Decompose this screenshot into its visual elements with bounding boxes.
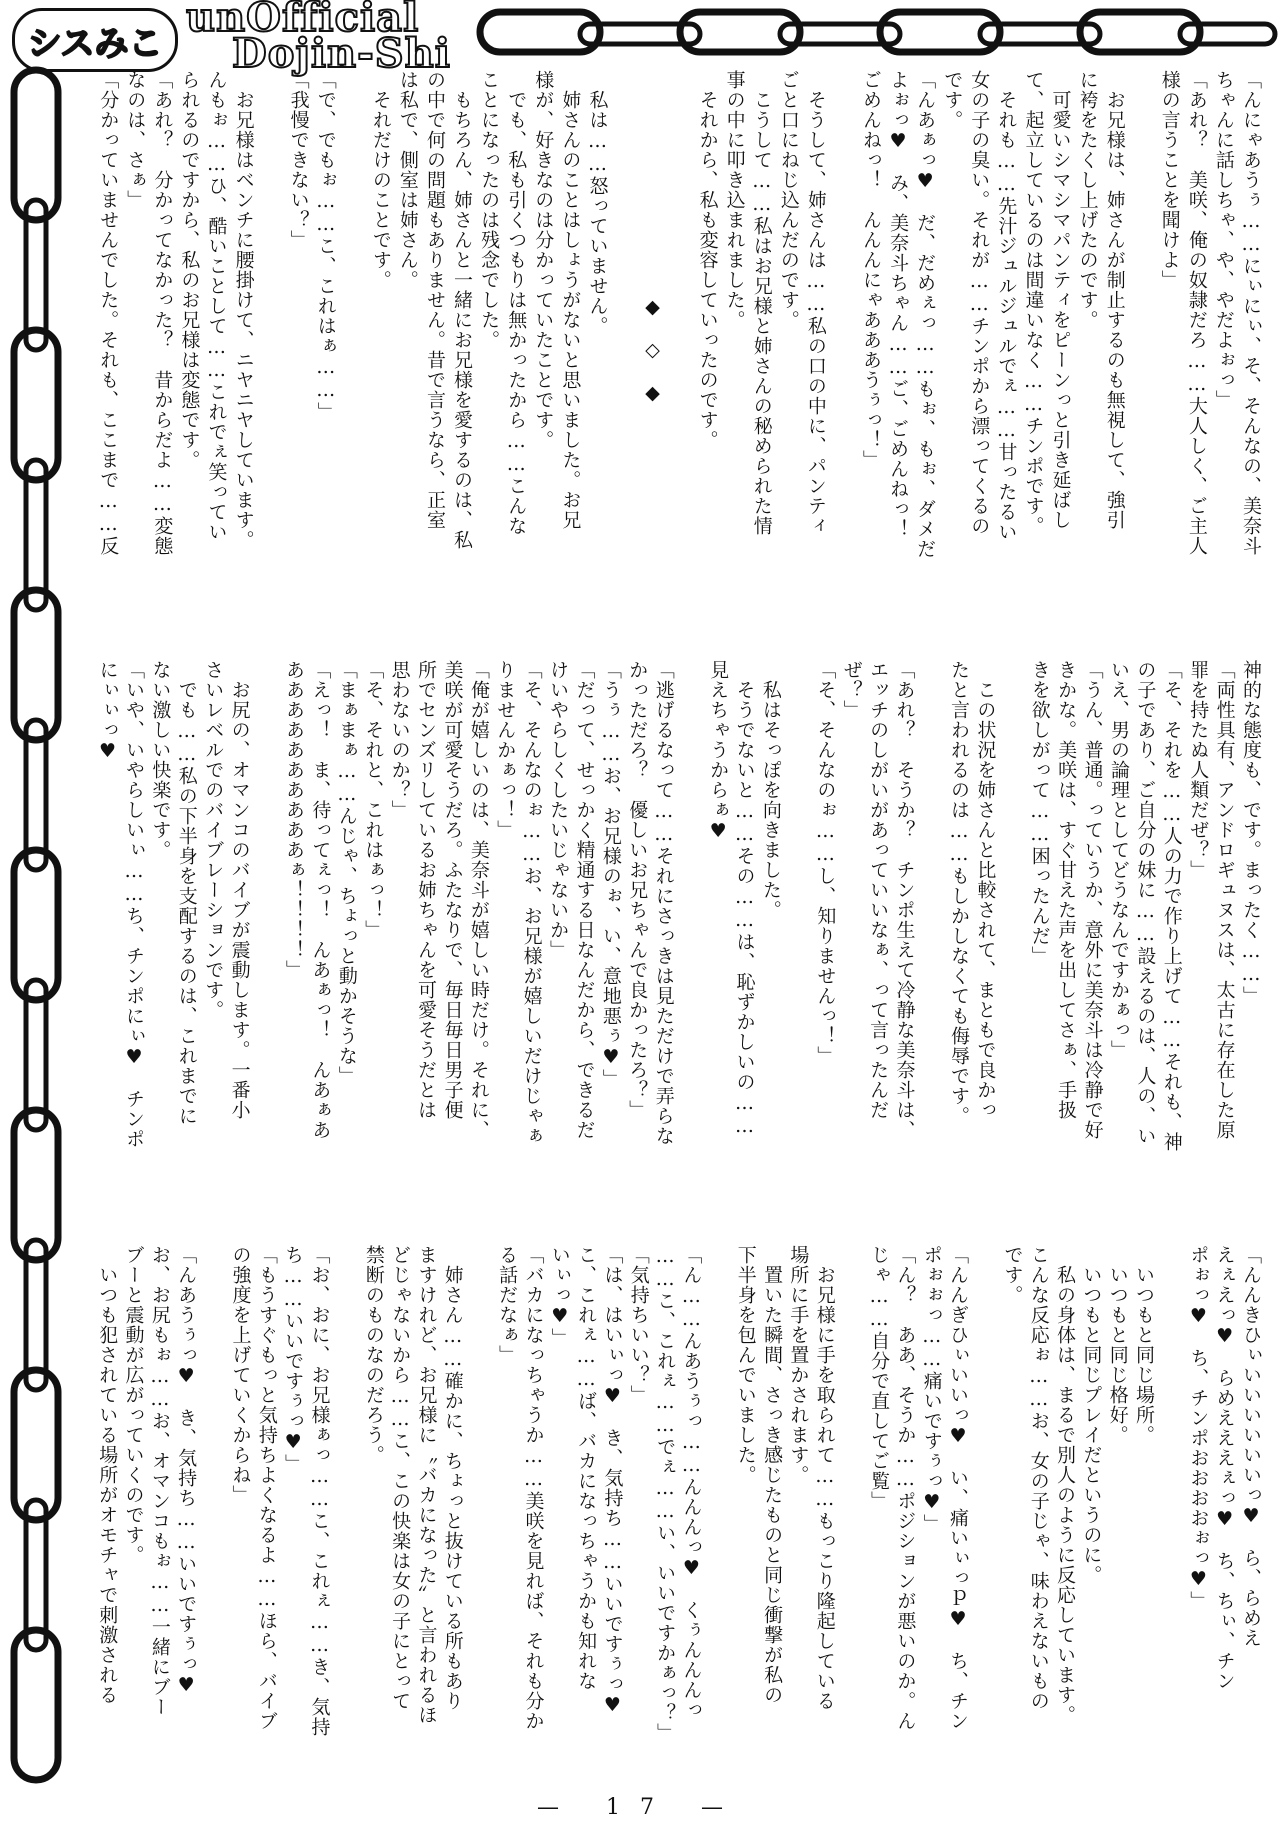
text-band-top: [95, 70, 1265, 630]
text-column: えぇえっ♥ らめえええぇっ♥ ち、ちぃ、チン: [1213, 1245, 1236, 1691]
text-column: 様が、好きなのは分かっていたことです。: [532, 70, 555, 450]
text-column: 思わないのか？」: [388, 660, 411, 820]
text-column: の中で何の問題もありません。昔で言うなら、正室: [423, 70, 446, 530]
text-column: ごと口にねじ込んだのです。: [777, 70, 800, 330]
text-column: お兄様に手を取られて……もっこり隆起している: [813, 1245, 836, 1711]
text-column: 「んにゃあうぅ……にぃにぃ、そ、そんなの、美奈斗: [1240, 70, 1262, 556]
text-column: 私はそっぽを向きました。: [759, 660, 782, 920]
text-column: 置いた瞬間、さっき感じたものと同じ衝撃が私の: [761, 1245, 784, 1705]
text-column: 姉さんのことはしょうがないと思いました。お兄: [559, 70, 582, 530]
text-column: る話だなぁ」: [496, 1245, 519, 1365]
series-logo: [0, 0, 500, 78]
text-column: たと言われるのは……もしかしなくても侮辱です。: [947, 660, 970, 1126]
text-column: にぃぃっ♥: [96, 660, 119, 763]
text-column: いえ、男の論理としてどうなんですかぁっ」: [1107, 660, 1130, 1060]
text-column: 「もうすぐもっと気持ちよくなるよ……ほら、バイブ: [255, 1245, 278, 1731]
text-column: それから、私も変容していったのです。: [696, 70, 719, 450]
page-number: — 17 —: [537, 1795, 743, 1820]
text-column: んもぉ……ひ、酷いことして……これでぇ笑ってい: [205, 70, 228, 542]
text-column: この状況を姉さんと比較されて、まともで良かっ: [974, 660, 997, 1120]
text-column: そうでないと……その……は、恥ずかしいの……: [733, 660, 756, 1138]
text-column: 「いや、いやらしいぃ……ち、チンポにぃ♥ チンポ: [122, 660, 145, 1149]
text-column: 「逃げるなって……それにさっきは見ただけで弄らな: [652, 660, 675, 1146]
text-column: いつもと同じプレイだというのに。: [1080, 1245, 1103, 1585]
text-column: ポぉっ♥ ち、チンポおおおおぉっ♥」: [1187, 1245, 1210, 1611]
text-column: ち……いいですぅっ♥」: [282, 1245, 305, 1474]
text-column: でも……私の下半身を支配するのは、これまでに: [175, 660, 198, 1126]
column-gap: [830, 70, 858, 630]
column-gap: [972, 1245, 1000, 1805]
column-gap: [678, 660, 706, 1220]
text-column: 「んあぁっ♥ だ、だめぇっ……もぉ、もぉ、ダメだ: [914, 70, 937, 559]
text-column: 可愛いシマシマパンティをピーンっと引き延ばし: [1049, 70, 1072, 530]
text-column: 「そ、それを……人の力で作り上げて……それも、神: [1160, 660, 1183, 1152]
text-column: 「うぅ……お、お兄様のぉ、い、意地悪ぅ♥」: [599, 660, 622, 1089]
text-column: ことになったのは残念でした。: [478, 70, 501, 350]
text-column: 「は、はいぃっ♥ き、気持ち……いいですぅっ♥: [601, 1245, 624, 1717]
text-column: もちろん、姉さんと一緒にお兄様を愛するのは、私: [451, 70, 474, 550]
text-column: お、お尻もぉ……お、オマンコもぉ……一緒にブー: [148, 1245, 171, 1717]
text-column: に袴をたくし上げたのです。: [1076, 70, 1099, 330]
text-column: よぉっ♥ み、美奈斗ちゃん……ご、ごめんねっ！: [887, 70, 910, 539]
text-column: 「俺が嬉しいのは、美奈斗が嬉しい時だけ。それに、: [467, 660, 490, 1140]
text-column: きを欲しがって……困ったんだ」: [1028, 660, 1051, 966]
text-column: かっただろ？ 優しいお兄ちゃんで良かったろ？」: [626, 660, 649, 1120]
text-column: 私は……怒っていません。: [586, 70, 609, 336]
text-column: 「お、おに、お兄様ぁっ……こ、これぇ……き、気持: [308, 1245, 331, 1737]
text-column: です。: [1001, 1245, 1024, 1305]
text-column: 「そ、そんなのぉ……お、お兄様が嬉しいだけじゃぁ: [520, 660, 543, 1146]
text-column: 場所に手を置かされます。: [787, 1245, 810, 1485]
column-gap: [839, 1245, 867, 1805]
text-column: 「まぁまぁ……んじゃ、ちょっと動かそうな」: [335, 660, 358, 1086]
text-column: 姉さん……確かに、ちょっと抜けている所もあり: [441, 1245, 464, 1711]
column-gap: [200, 1245, 228, 1805]
column-gap: [785, 660, 813, 1220]
text-column: お兄様は、姉さんが制止するのも無視して、強引: [1103, 70, 1126, 530]
column-gap: [467, 1245, 495, 1805]
text-column: 「ん……んあうぅっ……んんんっ♥ くぅんんんっ: [680, 1245, 703, 1720]
text-column: 「バカになっちゃうか……美咲を見れば、それも分か: [522, 1245, 545, 1731]
chain-border-left-icon: [0, 60, 72, 1828]
text-column: 「分かっていませんでした。それも、ここまで……反: [97, 70, 120, 556]
text-column: でも、私も引くつもりは無かったから……こんな: [505, 70, 528, 536]
text-column: 「んんぎひぃいいっ♥ い、痛いぃっｐ♥ ち、チン: [947, 1245, 970, 1731]
logo-jp-text: シスみこ: [12, 8, 178, 72]
text-column: は私で、側室は姉さん。: [396, 70, 419, 290]
logo-en-line1: unOfficial: [186, 0, 420, 41]
text-column: 「だって、せっかく精通する日なんだから、できるだ: [573, 660, 596, 1140]
text-column: ない激しい快楽です。: [149, 660, 172, 860]
text-column: 「あれ？ そうか？ チンポ生えて冷静な美奈斗は、: [893, 660, 916, 1140]
text-column: の子であり、ご自分の妹に……設えるのは、人の、い: [1134, 660, 1157, 1146]
text-column: ちゃんに話しちゃ、や、やだよぉっ」: [1212, 70, 1235, 410]
text-column: それだけのことです。: [369, 70, 392, 290]
text-column: いつもと同じ格好。: [1106, 1245, 1129, 1445]
text-column: 事の中に叩き込まれました。: [723, 70, 746, 330]
column-gap: [611, 70, 639, 630]
text-column: られるのですから、私のお兄様は変態です。: [178, 70, 201, 470]
text-column: 「あれ？ 美咲、俺の奴隷だろ……大人しく、ご主人: [1185, 70, 1208, 556]
text-column: ◆ ◇ ◆: [641, 295, 664, 405]
text-column: 私の身体は、まるで別人のように反応しています。: [1054, 1245, 1077, 1725]
text-band-middle: [95, 660, 1265, 1220]
text-column: 罪を持たぬ人類だぜ？」: [1187, 660, 1210, 880]
text-column: ポぉぉっ……痛いですぅっ♥」: [920, 1245, 943, 1534]
text-column: 「あれ？ 分かってなかった？ 昔からだよ……変態: [151, 70, 174, 556]
text-column: お兄様はベンチに腰掛けて、ニヤニヤしています。: [232, 70, 255, 550]
text-column: どじゃないから……こ、この快楽は女の子にとって: [389, 1245, 412, 1711]
text-column: 下半身を包んでいました。: [734, 1245, 757, 1485]
text-column: 「えっ！ ま、待ってぇっ！ んあぁっ！ んあぁあ: [309, 660, 332, 1140]
text-column: ブーと震動が広がっていくのです。: [122, 1245, 145, 1565]
text-column: て、起立しているのは間違いなく……チンポです。: [1022, 70, 1045, 536]
text-column: 見えちゃうからぁ♥: [707, 660, 730, 843]
column-gap: [1129, 70, 1157, 630]
text-column: 「で、でもぉ……こ、これはぁ……」: [314, 70, 337, 422]
column-gap: [258, 70, 286, 630]
column-gap: [705, 1245, 733, 1805]
text-column: エッチのしがいがあっていいなぁ、って言ったんだ: [867, 660, 890, 1120]
text-column: 美咲が可愛そうだろ。ふたなりで、毎日毎日男子便: [441, 660, 464, 1120]
text-column: こ、これぇ……ば、バカになっちゃうかも知れな: [575, 1245, 598, 1691]
text-column: けいやらしくしたいじゃないか」: [547, 660, 570, 960]
text-column: さいレベルでのバイブレーションです。: [202, 660, 225, 1020]
text-column: ますけれど、お兄様に〝バカになった〟と言われるほ: [415, 1245, 438, 1725]
text-column: 所でセンズリしているお姉ちゃんを可愛そうだとは: [415, 660, 438, 1120]
column-gap: [999, 660, 1027, 1220]
text-column: 女の子の臭い。それが……チンポから漂ってくるの: [968, 70, 991, 536]
column-gap: [340, 70, 368, 630]
text-column: 「んあうぅっ♥ き、気持ち……いいですぅっ♥: [175, 1245, 198, 1697]
text-column: なのは、さぁ」: [124, 70, 147, 210]
text-column: 「んんきひぃいいいいいいっ♥ ら、らめえ: [1240, 1245, 1262, 1648]
text-column: こんな反応ぉ……お、女の子じゃ、味わえないもの: [1027, 1245, 1050, 1711]
text-column: じゃ……自分で直してご覧」: [868, 1245, 891, 1511]
text-band-bottom: [95, 1245, 1265, 1805]
text-column: 「ん？ ああ、そうか……ポジションが悪いのか。ん: [894, 1245, 917, 1731]
text-column: ぜ？」: [840, 660, 863, 720]
text-column: 様の言うことを聞けよ」: [1158, 70, 1181, 290]
text-column: 神的な態度も、です。まったく……」: [1240, 660, 1262, 1006]
text-column: 「気持ちいい？」: [627, 1245, 650, 1405]
column-gap: [254, 660, 282, 1220]
text-column: 「両性具有、アンドロギュヌスは、太古に存在した原: [1213, 660, 1236, 1140]
text-column: 「そ、そんなのぉ……し、知りませんっ！」: [814, 660, 837, 1066]
chain-border-top-icon: [470, 0, 1280, 70]
text-column: お尻の、オマンコのバイブが震動します。一番小: [228, 660, 251, 1120]
text-column: 「そ、それと、これはぁっ！」: [362, 660, 385, 940]
text-column: こうして……私はお兄様と姉さんの秘められた情: [750, 70, 773, 536]
text-column: 禁断のものなのだろう。: [362, 1245, 385, 1465]
text-column: ……こ、これぇ……でぇ……い、いいですかぁっ？」: [654, 1245, 677, 1743]
column-gap: [333, 1245, 361, 1805]
text-column: の強度を上げていくからね」: [229, 1245, 252, 1505]
column-gap: [1158, 1245, 1186, 1805]
text-column: りませんかぁっ！」: [494, 660, 517, 840]
text-column: 「我慢できない？」: [287, 70, 310, 250]
text-column: きかな。美咲は、すぐ甘えた声を出してさぁ、手扱: [1055, 660, 1078, 1120]
column-gap: [667, 70, 695, 630]
text-column: いぃっ♥」: [548, 1245, 571, 1348]
text-column: ごめんねっ！ んんんにゃあああうぅっ！」: [859, 70, 882, 470]
text-column: そうして、姉さんは……私の口の中に、パンティ: [804, 70, 827, 536]
text-column: それも……先汁ジュルジュルでぇ……甘ったるい: [995, 70, 1018, 542]
text-column: いつも犯されている場所がオモチャで刺激される: [96, 1245, 119, 1705]
logo-en-line2: Dojin-Shi: [232, 30, 451, 77]
text-column: です。: [941, 70, 964, 130]
column-gap: [919, 660, 947, 1220]
text-column: 「うん、普通。っていうか、意外に美奈斗は冷静で好: [1081, 660, 1104, 1140]
text-column: いつもと同じ場所。: [1133, 1245, 1156, 1445]
text-column: ああああああああああぁ！！！！」: [283, 660, 305, 980]
